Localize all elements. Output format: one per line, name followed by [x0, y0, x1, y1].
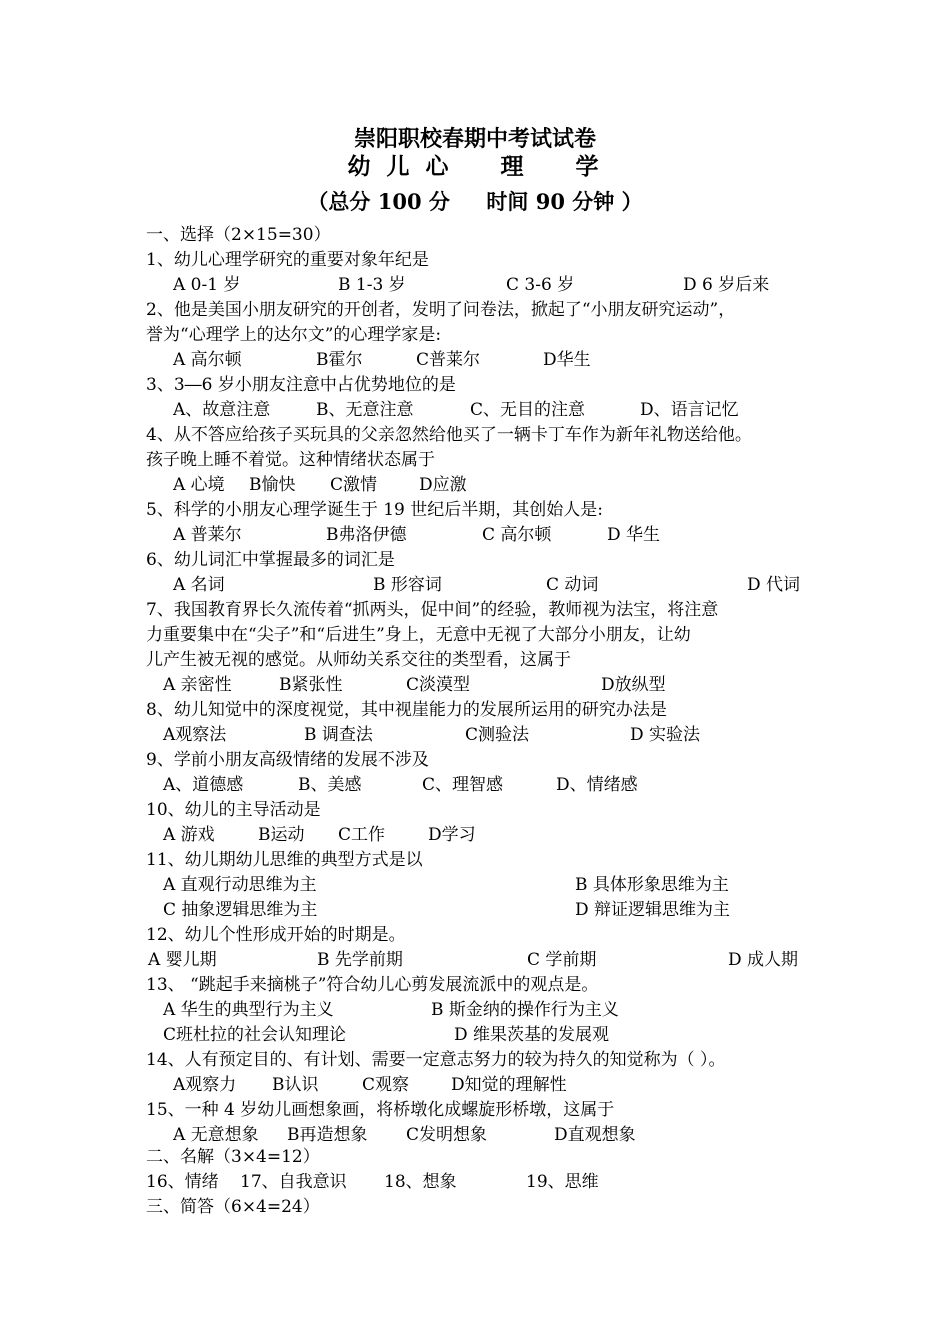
question-text: 14、人有预定目的、有计划、需要一定意志努力的较为持久的知觉称为（ ）。 — [146, 1050, 726, 1070]
answer-option: B 先学前期 — [317, 950, 403, 970]
answer-option: A 0-1 岁 — [173, 275, 241, 295]
question-text: 8、幼儿知觉中的深度视觉，其中视崖能力的发展所运用的研究办法是 — [146, 700, 667, 720]
answer-option: C普莱尔 — [416, 350, 481, 370]
answer-option: B再造想象 — [287, 1125, 368, 1145]
answer-option: C 抽象逻辑思维为主 — [163, 900, 318, 920]
answer-option: D 成人期 — [728, 950, 799, 970]
answer-option: D学习 — [428, 825, 476, 845]
answer-option: A 游戏 — [163, 825, 215, 845]
answer-option: B 斯金纳的操作行为主义 — [431, 1000, 619, 1020]
answer-option: A 婴儿期 — [148, 950, 217, 970]
question-text: 儿产生被无视的感觉。从师幼关系交往的类型看，这属于 — [146, 650, 571, 670]
section-2-title: 二、名解（3×4=12） — [146, 1147, 320, 1167]
question-text: 12、幼儿个性形成开始的时期是。 — [146, 925, 406, 945]
question-text: 4、从不答应给孩子买玩具的父亲忽然给他买了一辆卡丁车作为新年礼物送给他。 — [146, 425, 752, 445]
subject-title: 幼 儿 心 理 学 — [347, 153, 603, 180]
question-text: 11、幼儿期幼儿思维的典型方式是以 — [146, 850, 423, 870]
question-text: 誉为“心理学上的达尔文”的心理学家是: — [146, 325, 442, 345]
answer-option: A、故意注意 — [173, 400, 271, 420]
answer-option: A观察法 — [163, 725, 227, 745]
answer-option: C测验法 — [465, 725, 530, 745]
question-text: 10、幼儿的主导活动是 — [146, 800, 321, 820]
question-text: 1、幼儿心理学研究的重要对象年纪是 — [146, 250, 429, 270]
answer-option: A 亲密性 — [163, 675, 232, 695]
answer-option: C班杜拉的社会认知理论 — [163, 1025, 347, 1045]
answer-option: B紧张性 — [279, 675, 343, 695]
answer-option: B认识 — [272, 1075, 319, 1095]
answer-option: D应激 — [419, 475, 467, 495]
school-title: 崇阳职校春期中考试试卷 — [353, 126, 596, 152]
question-text: 7、我国教育界长久流传着“抓两头，促中间”的经验，教师视为法宝，将注意 — [146, 600, 719, 620]
answer-option: A 心境 — [173, 475, 225, 495]
answer-option: C 动词 — [546, 575, 599, 595]
section-1-title: 一、选择（2×15=30） — [146, 225, 331, 245]
question-text: 5、科学的小朋友心理学诞生于 19 世纪后半期，其创始人是: — [146, 500, 603, 520]
answer-option: B、美感 — [298, 775, 362, 795]
answer-option: A 直观行动思维为主 — [163, 875, 317, 895]
answer-option: B、无意注意 — [316, 400, 414, 420]
answer-option: D、语言记忆 — [640, 400, 739, 420]
answer-option: D、情绪感 — [556, 775, 638, 795]
question-text: 孩子晚上睡不着觉。这种情绪状态属于 — [146, 450, 435, 470]
answer-option: D 6 岁后来 — [683, 275, 770, 295]
answer-option: C、无目的注意 — [470, 400, 586, 420]
answer-option: C 3-6 岁 — [506, 275, 575, 295]
answer-option: A 普莱尔 — [173, 525, 242, 545]
term-item: 19、思维 — [526, 1172, 599, 1192]
answer-option: C 学前期 — [527, 950, 597, 970]
answer-option: A 无意想象 — [173, 1125, 259, 1145]
section-3-title: 三、简答（6×4=24） — [146, 1197, 320, 1217]
answer-option: D华生 — [543, 350, 591, 370]
answer-option: A观察力 — [173, 1075, 237, 1095]
answer-option: A 名词 — [173, 575, 225, 595]
answer-option: D 维果茨基的发展观 — [454, 1025, 610, 1045]
question-text: 13、 “跳起手来摘桃子”符合幼儿心剪发展流派中的观点是。 — [146, 975, 599, 995]
answer-option: C、理智感 — [422, 775, 504, 795]
question-text: 9、学前小朋友高级情绪的发展不涉及 — [146, 750, 429, 770]
answer-option: B愉快 — [249, 475, 296, 495]
answer-option: A、道德感 — [163, 775, 244, 795]
question-text: 2、他是美国小朋友研究的开创者，发明了问卷法，掀起了“小朋友研究运动”， — [146, 300, 736, 320]
answer-option: B弗洛伊德 — [326, 525, 407, 545]
answer-option: A 高尔顿 — [173, 350, 242, 370]
answer-option: C发明想象 — [406, 1125, 488, 1145]
term-item: 16、情绪 — [146, 1172, 219, 1192]
term-item: 17、自我意识 — [240, 1172, 347, 1192]
answer-option: C淡漠型 — [406, 675, 471, 695]
answer-option: B 具体形象思维为主 — [575, 875, 729, 895]
answer-option: D直观想象 — [554, 1125, 636, 1145]
answer-option: B 1-3 岁 — [338, 275, 406, 295]
question-text: 6、幼儿词汇中掌握最多的词汇是 — [146, 550, 395, 570]
answer-option: D 华生 — [607, 525, 661, 545]
answer-option: D放纵型 — [601, 675, 666, 695]
question-text: 15、一种 4 岁幼儿画想象画，将桥墩化成螺旋形桥墩，这属于 — [146, 1100, 615, 1120]
answer-option: C激情 — [330, 475, 378, 495]
answer-option: D 代词 — [747, 575, 801, 595]
answer-option: C观察 — [362, 1075, 410, 1095]
answer-option: D知觉的理解性 — [451, 1075, 567, 1095]
question-text: 3、3―6 岁小朋友注意中占优势地位的是 — [146, 375, 456, 395]
answer-option: B霍尔 — [316, 350, 363, 370]
answer-option: D 辩证逻辑思维为主 — [575, 900, 731, 920]
question-text: 力重要集中在“尖子”和“后进生”身上，无意中无视了大部分小朋友，让幼 — [146, 625, 691, 645]
answer-option: B运动 — [258, 825, 305, 845]
answer-option: C工作 — [338, 825, 386, 845]
answer-option: D 实验法 — [630, 725, 701, 745]
exam-meta: （总分 100 分 时间 90 分钟 ） — [307, 189, 643, 214]
answer-option: B 调查法 — [304, 725, 373, 745]
term-item: 18、想象 — [384, 1172, 457, 1192]
answer-option: A 华生的典型行为主义 — [163, 1000, 334, 1020]
answer-option: B 形容词 — [373, 575, 442, 595]
answer-option: C 高尔顿 — [482, 525, 552, 545]
